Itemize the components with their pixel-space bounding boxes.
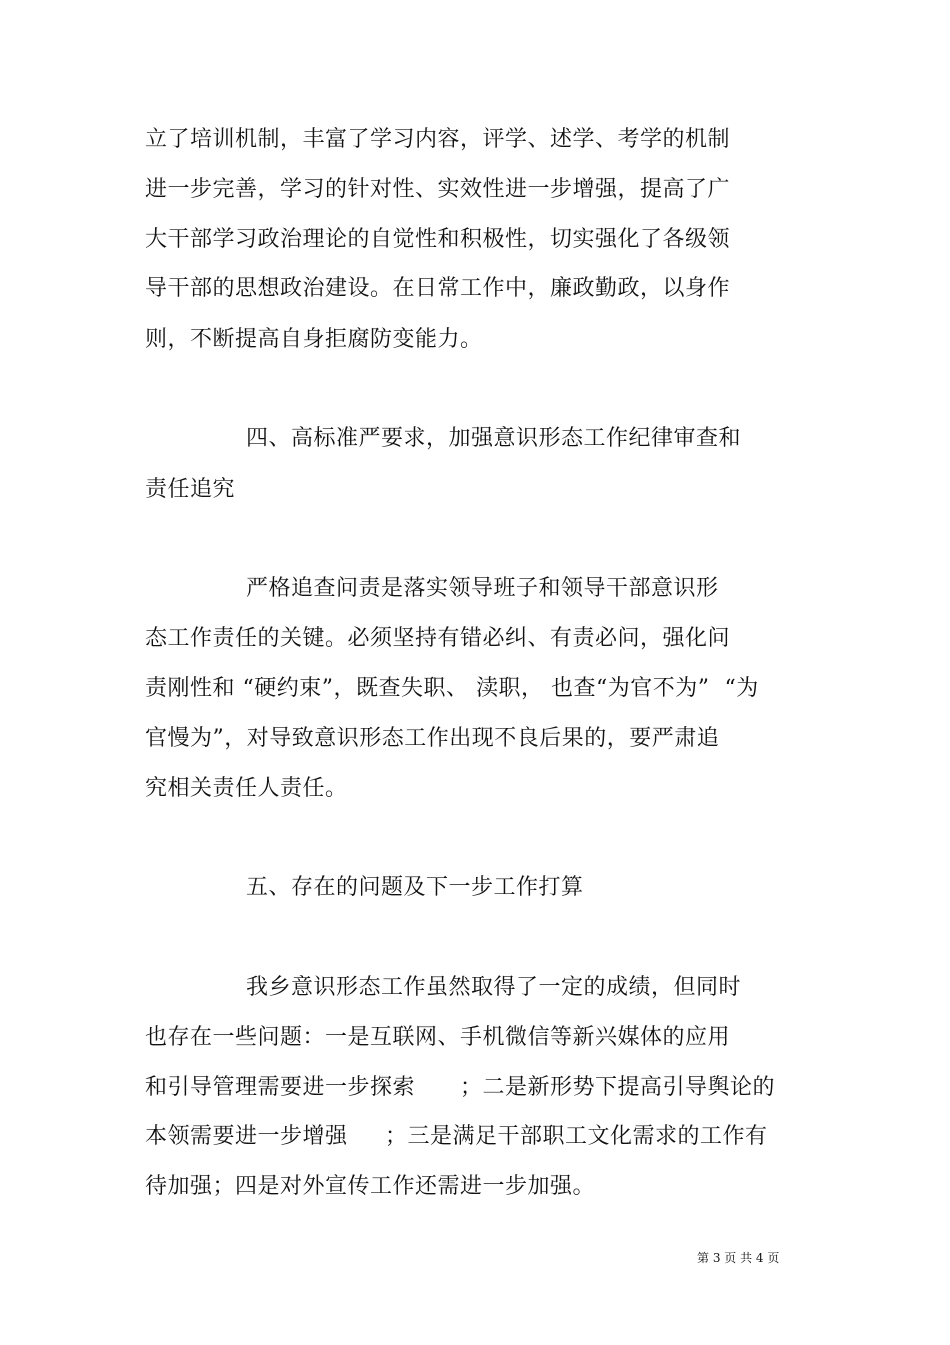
paragraph-line: 待加强；四是对外宣传工作还需进一步加强。: [145, 1174, 596, 1199]
section-heading-continued: 责任追究: [145, 477, 236, 502]
paragraph-line: 态工作责任的关键。必须坚持有错必纠、有责必问，强化问: [145, 626, 731, 651]
paragraph-line: 进一步完善，学习的针对性、实效性进一步增强，提高了广: [145, 177, 731, 202]
paragraph-line: 和引导管理需要进一步探索 ；二是新形势下提高引导舆论的: [145, 1075, 775, 1100]
section-heading: 四、高标准严要求，加强意识形态工作纪律审查和: [246, 426, 742, 451]
paragraph-line: 立了培训机制，丰富了学习内容，评学、述学、考学的机制: [145, 127, 731, 152]
paragraph-line: 究相关责任人责任。: [145, 776, 348, 801]
paragraph-line: 我乡意识形态工作虽然取得了一定的成绩，但同时: [246, 975, 742, 1000]
paragraph-line: 责刚性和 “硬约束”，既查失职、 渎职， 也查“为官不为” “为: [145, 676, 759, 701]
paragraph-line: 严格追查问责是落实领导班子和领导干部意识形: [246, 576, 719, 601]
section-heading: 五、存在的问题及下一步工作打算: [246, 875, 584, 900]
paragraph-line: 大干部学习政治理论的自觉性和积极性，切实强化了各级领: [145, 227, 731, 252]
paragraph-line: 官慢为”，对导致意识形态工作出现不良后果的，要严肃追: [145, 726, 720, 751]
paragraph-line: 导干部的思想政治建设。在日常工作中，廉政勤政，以身作: [145, 276, 731, 301]
paragraph-line: 也存在一些问题：一是互联网、手机微信等新兴媒体的应用: [145, 1025, 731, 1050]
paragraph-line: 本领需要进一步增强 ；三是满足干部职工文化需求的工作有: [145, 1124, 768, 1149]
page-number: 第 3 页 共 4 页: [697, 1251, 780, 1265]
paragraph-line: 则，不断提高自身拒腐防变能力。: [145, 327, 483, 352]
